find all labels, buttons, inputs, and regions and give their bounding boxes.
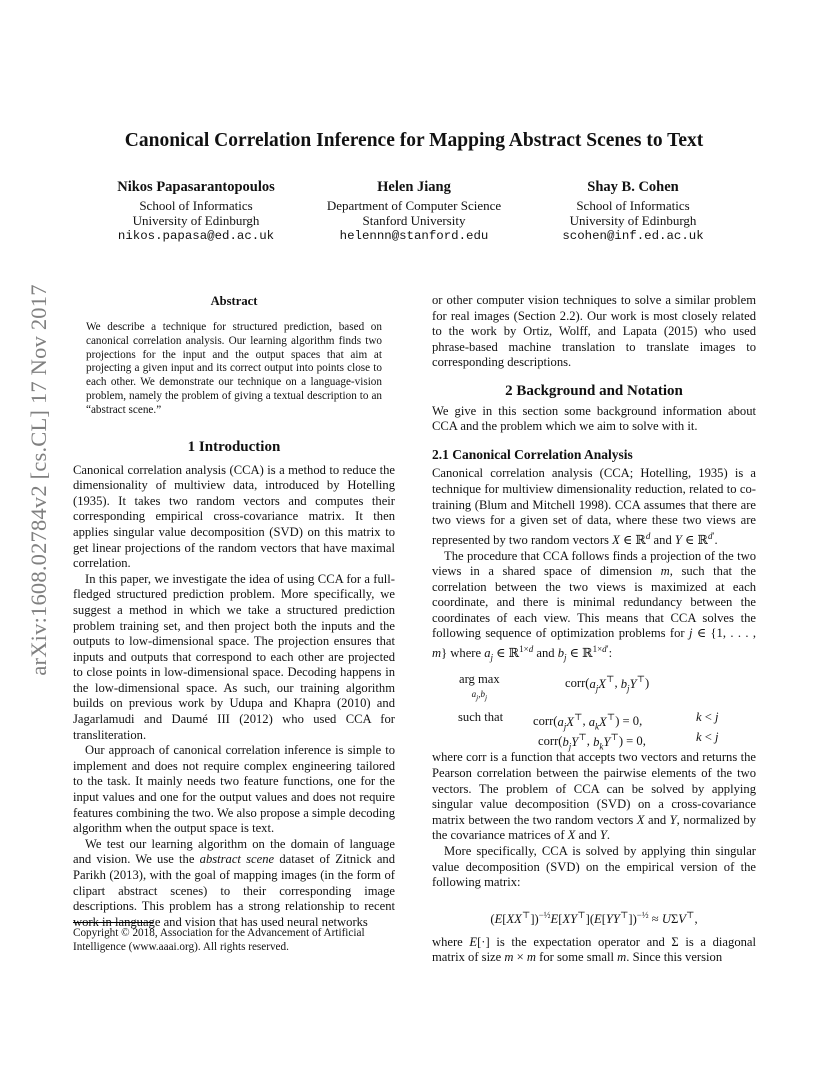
subsection-heading-cca: 2.1 Canonical Correlation Analysis [432,446,633,462]
optimization-equation: arg max $a_j,b_j$ $corr(a_jX^⊤$, $b_jY^⊤$) such that $corr(a_jX^⊤$, $a_kX^⊤) = 0$, k < j $corr(b_jY^⊤$, $b_kY^⊤) = 0$, k < j [458,672,719,752]
author-block-1 [76,180,316,244]
paragraph: We give in this section some background information about CCA and the problem which we aim to solve with it. [432,403,756,434]
right-column [432,293,756,966]
author-name: Shay B. Cohen [587,179,679,195]
section-heading-background: 2 Background and Notation [505,382,683,399]
author-email[interactable]: nikos.papasa@ed.ac.uk [117,228,275,243]
introduction-body [73,463,395,931]
author-name: Helen Jiang [377,179,451,195]
author-name: Nikos Papasarantopoulos [117,179,275,195]
copyright-footnote: Copyright © 2018, Association for the Advancement of Artificial Intelligence (www.aaai.org). All rights reserved. [73,927,365,953]
left-column [73,294,395,930]
paragraph: In this paper, we investigate the idea of using CCA for a full-fledged structured prediction problem. More specifically, we suggest a method in which we take a structured prediction problem training set, and then project both the inputs and the outputs to low-dimensional space. The projection ensures that inputs and outputs that correspond to each other are projected to close points in low-dimensional space. Decoding happens in the low-dimensional space. As such, our training algorithm builds on previous work by Udupa and Khapra (2010) and Jagarlamudi and Daumé III (2012) who used CCA for transliteration. [73,571,395,742]
author-block-2 [294,180,534,244]
footnote-rule [73,922,153,923]
author-block-3 [513,180,753,244]
author-affiliation: Department of Computer Science [326,197,502,213]
section-heading-introduction: 1 Introduction [187,438,281,455]
svd-equation: $(E[XX^⊤])^{-\frac{1}{2}}E[XY^⊤](E[YY^⊤])^{-\frac{1}{2}} \approx U\Sigma V^⊤$, [490,909,698,926]
paragraph: The procedure that CCA follows finds a projection of the two views in a shared space of dimension m, such that the correlation between the two views is maximized at each coordinate, and there is minimal redundancy between the coordinates of each view. This means that CCA solves the following sequence of optimization problems for j ∈ {1, . . . , m} where $a_j$ ∈ ℝ$^{1\times d}$ and $b_j$ ∈ ℝ$^{1\times d'}$: [432,548,757,663]
author-affiliation: School of Informatics [576,197,690,213]
author-email[interactable]: helennn@stanford.edu [339,228,489,243]
paragraph: or other computer vision techniques to solve a similar problem for real images (Section 2.2). Our work is most closely related to the work by Ortiz, Wolff, and Lapata (2015) who used phrase-based machine translation to translate images to corresponding descriptions. [432,293,756,370]
paper-title: Canonical Correlation Inference for Mapping Abstract Scenes to Text [124,130,704,151]
paragraph: Canonical correlation analysis (CCA) is a method to reduce the dimensionality of multiview data, introduced by Hotelling (1935). It takes two random vectors and computes their corresponding empirical cross-covariance matrix. It then applies singular value decomposition (SVD) on this matrix to get linear projections of the random vectors that have maximal correlation. [73,462,395,571]
arxiv-stamp: arXiv:1608.02784v2 [cs.CL] 17 Nov 2017 [26,284,51,676]
paragraph: Canonical correlation analysis (CCA; Hotelling, 1935) is a technique for multiview dimensionality reduction, related to co-training (Blum and Mitchell 1998). CCA assumes that there are two views for a given set of data, where these two views are represented by two random vectors X ∈ ℝ$^d$ and Y ∈ ℝ$^{d'}$. [432,466,756,547]
paragraph: More specifically, CCA is solved by applying thin singular value decomposition (SVD) on the empirical version of the following matrix: [432,843,756,890]
author-affiliation: University of Edinburgh [132,213,260,228]
paragraph: Our approach of canonical correlation inference is simple to implement and does not require complex engineering tailored to the task. It mainly needs two feature functions, one for the input values and one for the output values and does not require features combining the two. We also propose a simple decoding algorithm when the output space is text. [73,743,395,836]
abstract-text: We describe a technique for structured prediction, based on canonical correlation analysis. Our learning algorithm finds two projections for the input and the output spaces that aim at projecting a given input and its correct output into points close to each other. We demonstrate our technique on a language-vision problem, namely the problem of giving a textual description to an “abstract scene.” [86,321,382,416]
paragraph: where E[·] is the expectation operator and Σ is a diagonal matrix of size m × m for some small m. Since this version [432,934,756,965]
paragraph: where corr is a function that accepts two vectors and returns the Pearson correlation between the pairwise elements of the two vectors. The problem of CCA can be solved by applying singular value decomposition (SVD) on a cross-covariance matrix between the two random vectors X and Y, normalized by the covariance matrices of X and Y. [432,750,756,843]
paragraph: We test our learning algorithm on the domain of language and vision. We use the abstract scene dataset of Zitnick and Parikh (2013), with the goal of mapping images (in the form of clipart abstract scenes) to their corresponding image descriptions. This problem has a strong relationship to recent work in language and vision that has used neural networks [73,836,395,929]
author-affiliation: University of Edinburgh [569,213,697,228]
abstract-heading: Abstract [210,294,258,308]
author-email[interactable]: scohen@inf.ed.ac.uk [562,228,704,243]
author-affiliation: Stanford University [362,213,466,228]
author-affiliation: School of Informatics [139,197,253,213]
